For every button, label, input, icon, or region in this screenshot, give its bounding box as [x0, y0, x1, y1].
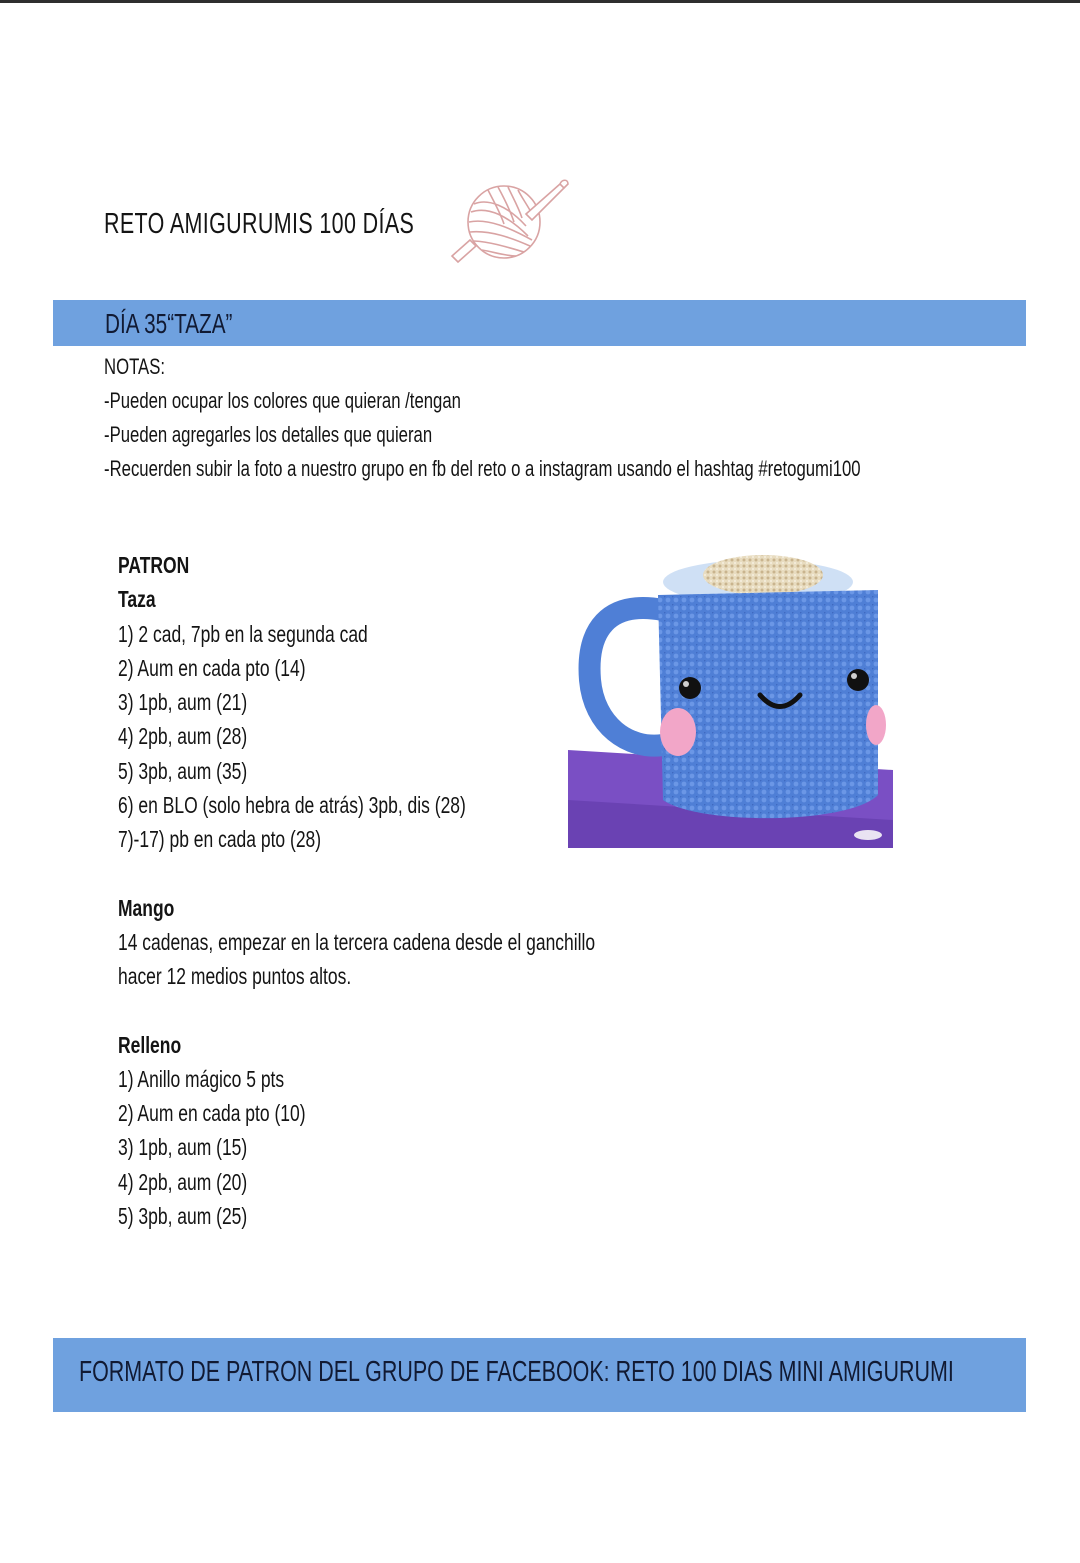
notes-section: [104, 350, 1080, 486]
note-text: -Pueden ocupar los colores que quieran /tengan: [104, 388, 461, 413]
pattern-row: [118, 1096, 746, 1130]
row-text: hacer 12 medios puntos altos.: [118, 963, 352, 990]
row-text: 3) 1pb, aum (15): [118, 1134, 248, 1161]
row-text: 4) 2pb, aum (20): [118, 1168, 248, 1195]
pattern-heading-text: PATRON: [118, 552, 190, 578]
day-banner: [53, 300, 1026, 346]
row-text: 3) 1pb, aum (21): [118, 689, 248, 716]
section-title-text: Relleno: [118, 1031, 182, 1058]
yarn-ball-crochet-hook-icon: [448, 176, 572, 266]
section-title-text: Mango: [118, 894, 175, 921]
section-title-text: Taza: [118, 586, 156, 613]
page-title-text: RETO AMIGURUMIS 100 DÍAS: [104, 208, 415, 240]
pattern-row: [118, 1130, 746, 1164]
row-text: 1) 2 cad, 7pb en la segunda cad: [118, 620, 368, 647]
pattern-row: [118, 1199, 746, 1233]
row-text: 5) 3pb, aum (35): [118, 757, 248, 784]
pattern-row: [118, 1165, 746, 1199]
notes-heading: [104, 350, 1080, 384]
pattern-row: [118, 959, 746, 993]
pattern-row: [118, 925, 746, 959]
note-item: [104, 384, 1080, 418]
section-title-relleno: [118, 1028, 746, 1062]
note-item: [104, 452, 1080, 486]
notes-heading-text: NOTAS:: [104, 354, 166, 379]
row-text: 5) 3pb, aum (25): [118, 1203, 248, 1230]
mug-photo: [568, 540, 893, 848]
note-text: -Pueden agregarles los detalles que quieran: [104, 422, 433, 447]
footer-title-text: FORMATO DE PATRON DEL GRUPO DE FACEBOOK: RETO 100 DIAS MINI AMIGURUMI: [79, 1356, 954, 1388]
note-item: [104, 418, 1080, 452]
row-text: 1) Anillo mágico 5 pts: [118, 1065, 285, 1092]
note-text: -Recuerden subir la foto a nuestro grupo en fb del reto o a instagram usando el hashtag #retogumi100: [104, 456, 861, 481]
day-title: [105, 308, 277, 340]
footer-title: [79, 1356, 1080, 1389]
row-text: 7)-17) pb en cada pto (28): [118, 826, 322, 853]
row-text: 2) Aum en cada pto (14): [118, 654, 306, 681]
footer-banner: [53, 1338, 1026, 1412]
row-text: 4) 2pb, aum (28): [118, 723, 248, 750]
spacer: [118, 994, 746, 1028]
row-text: 14 cadenas, empezar en la tercera cadena desde el ganchillo: [118, 928, 596, 955]
section-title-mango: [118, 891, 746, 925]
top-border: [0, 0, 1080, 3]
row-text: 6) en BLO (solo hebra de atrás) 3pb, dis (28): [118, 792, 466, 819]
pattern-row: [118, 1062, 746, 1096]
row-text: 2) Aum en cada pto (10): [118, 1100, 306, 1127]
day-title-text: DÍA 35“TAZA”: [105, 308, 233, 339]
spacer: [118, 857, 746, 891]
